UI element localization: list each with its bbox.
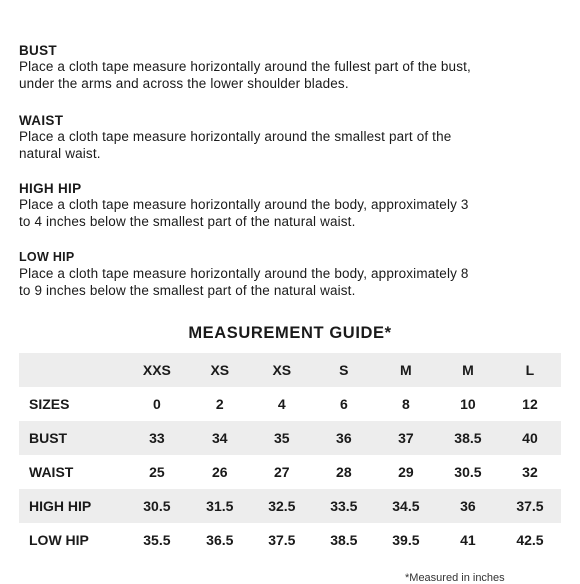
low-hip-instructions-line-2: to 9 inches below the smallest part of the natural waist. <box>19 283 356 298</box>
high-hip-section <box>19 181 564 230</box>
table-cell: 41 <box>460 532 476 548</box>
measurement-guide-title: MEASUREMENT GUIDE* <box>188 324 392 342</box>
high-hip-title: HIGH HIP <box>19 181 82 196</box>
row-label: SIZES <box>29 396 70 412</box>
table-header-row <box>19 353 561 387</box>
table-cell: 2 <box>215 396 224 412</box>
waist-instructions-line-1: Place a cloth tape measure horizontally around the smallest part of the <box>19 129 452 144</box>
header-cell-empty <box>19 353 125 387</box>
bust-instructions-line-1: Place a cloth tape measure horizontally around the fullest part of the bust, <box>19 59 471 74</box>
row-label: HIGH HIP <box>19 489 125 523</box>
table-row-bust <box>19 421 561 455</box>
bust-title: BUST <box>19 43 57 58</box>
measurement-guide-table <box>19 353 561 557</box>
table-cell: 33.5 <box>313 489 375 523</box>
table-cell: 37.5 <box>268 532 296 548</box>
table-cell: 38.5 <box>437 421 499 455</box>
high-hip-instructions-line-1: Place a cloth tape measure horizontally around the body, approximately 3 <box>19 197 469 212</box>
low-hip-title: LOW HIP <box>19 250 75 264</box>
header-cell-xs: XS <box>189 353 251 387</box>
bust-instructions-line-2: under the arms and across the lower shoulder blades. <box>19 76 349 91</box>
waist-section <box>19 113 564 162</box>
table-cell: 42.5 <box>516 532 544 548</box>
header-cell-s: S <box>313 353 375 387</box>
table-cell: 8 <box>401 396 410 412</box>
table-row-sizes <box>19 387 561 421</box>
table-cell: 32 <box>522 464 538 480</box>
table-cell: 26 <box>211 464 228 480</box>
table-cell: 38.5 <box>330 532 358 548</box>
table-cell: 36 <box>437 489 499 523</box>
table-cell: 28 <box>336 464 352 480</box>
header-cell-xxs: XXS <box>125 353 189 387</box>
table-cell: 31.5 <box>189 489 251 523</box>
table-cell: 4 <box>277 396 286 412</box>
table-cell: 6 <box>339 396 348 412</box>
low-hip-section <box>19 250 564 299</box>
table-row-waist <box>19 455 561 489</box>
table-cell: 36 <box>313 421 375 455</box>
header-cell-l: L <box>499 353 561 387</box>
table-cell: 34 <box>189 421 251 455</box>
table-cell: 29 <box>398 464 414 480</box>
row-label: LOW HIP <box>29 532 89 548</box>
table-cell: 0 <box>152 396 161 412</box>
header-cell-m: M <box>375 353 437 387</box>
table-cell: 39.5 <box>392 532 420 548</box>
table-cell: 35 <box>251 421 313 455</box>
table-cell: 10 <box>460 396 476 412</box>
high-hip-instructions-line-2: to 4 inches below the smallest part of the natural waist. <box>19 214 356 229</box>
table-cell: 12 <box>522 396 538 412</box>
table-cell: 32.5 <box>251 489 313 523</box>
table-cell: 36.5 <box>206 532 234 548</box>
table-cell: 35.5 <box>143 532 171 548</box>
waist-title: WAIST <box>19 113 64 128</box>
table-cell: 27 <box>274 464 290 480</box>
table-row-high-hip <box>19 489 561 523</box>
table-cell: 34.5 <box>375 489 437 523</box>
header-cell-m-2: M <box>437 353 499 387</box>
low-hip-instructions-line-1: Place a cloth tape measure horizontally around the body, approximately 8 <box>19 266 469 281</box>
row-label: WAIST <box>29 464 74 480</box>
measurement-footnote: *Measured in inches <box>405 572 505 584</box>
header-cell-xs-2: XS <box>251 353 313 387</box>
table-cell: 40 <box>499 421 561 455</box>
bust-section <box>19 43 564 92</box>
table-cell: 33 <box>125 421 189 455</box>
row-label: BUST <box>19 421 125 455</box>
table-cell: 25 <box>149 464 165 480</box>
table-cell: 30.5 <box>125 489 189 523</box>
table-row-low-hip <box>19 523 561 557</box>
waist-instructions-line-2: natural waist. <box>19 146 101 161</box>
table-cell: 30.5 <box>454 464 482 480</box>
table-cell: 37 <box>375 421 437 455</box>
table-cell: 37.5 <box>499 489 561 523</box>
